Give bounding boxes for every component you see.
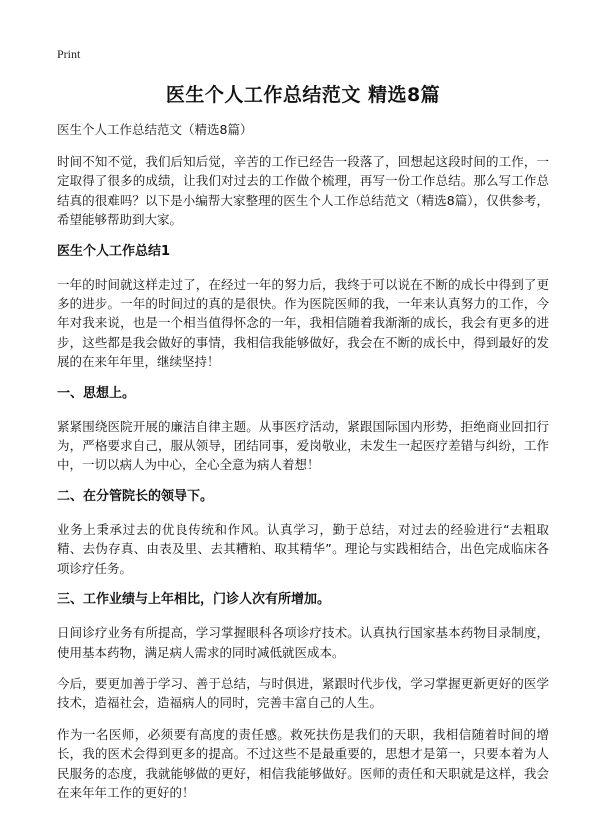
subsection-heading-leadership: 二、在分管院长的领导下。	[57, 488, 214, 504]
subsection-heading-thought: 一、思想上。	[57, 385, 136, 401]
paragraph-leadership: 业务上秉承过去的优良传统和作风。认真学习，勤于总结，对过去的经验进行“去粗取精、去伪存真、由表及里、去其糟粕、取其精华”。理论与实践相结合，出色完成临床各项诊疗任务。	[57, 521, 549, 576]
document-title: 医生个人工作总结范文 精选8篇	[165, 84, 441, 106]
subsection-heading-performance: 三、工作业绩与上年相比，门诊人次有所增加。	[57, 592, 331, 608]
paragraph-future: 今后，要更加善于学习、善于总结，与时俱进，紧跟时代步伐，学习掌握更新更好的医学技术，造福社会，造福病人的同时，完善丰富自己的人生。	[57, 675, 549, 711]
paragraph-performance: 日间诊疗业务有所提高，学习掌握眼科各项诊疗技术。认真执行国家基本药物目录制度，使用基本药物，满足病人需求的同时减低就医成本。	[57, 625, 549, 660]
print-label: Print	[57, 47, 81, 61]
paragraph-thought: 紧紧围绕医院开展的廉洁自律主题。从事医疗活动，紧跟国际国内形势，拒绝商业回扣行为，严格要求自己，服从领导，团结同事，爱岗敬业，未发生一起医疗差错与纠纷，工作中，一切以病人为中心，全心全意为病人着想！	[57, 418, 549, 473]
section-heading: 医生个人工作总结1	[57, 243, 171, 259]
section-paragraph: 一年的时间就这样走过了，在经过一年的努力后，我终于可以说在不断的成长中得到了更多的进步。一年的时间过的真的是很快。作为医院医师的我，一年来认真努力的工作，今年对我来说，也是一个相当值得怀念的一年，我相信随着我渐渐的成长，我会有更多的进步，这些都是我会做好的事情，我相信我能够做好，我会在不断的成长中，得到最好的发展的在来年年里，继续坚持！	[57, 276, 549, 370]
paragraph-responsibility: 作为一名医师，必须要有高度的责任感。救死扶伤是我们的天职，我相信随着时间的增长，我的医术会得到更多的提高。不过这些不是最重要的，思想才是第一，只要本着为人民服务的态度，我就能够做的更好，相信我能够做好。医师的责任和天职就是这样，我会在来年年工作的更好的！	[57, 726, 549, 800]
intro-paragraph: 时间不知不觉，我们后知后觉，辛苦的工作已经告一段落了，回想起这段时间的工作，一定取得了很多的成绩，让我们对过去的工作做个梳理，再写一份工作总结。那么写工作总结真的很难吗？以下是小编帮大家整理的医生个人工作总结范文（精选8篇），仅供参考，希望能够帮助到大家。	[57, 154, 549, 228]
document-subtitle: 医生个人工作总结范文（精选8篇）	[57, 122, 253, 137]
document-body	[57, 152, 549, 814]
